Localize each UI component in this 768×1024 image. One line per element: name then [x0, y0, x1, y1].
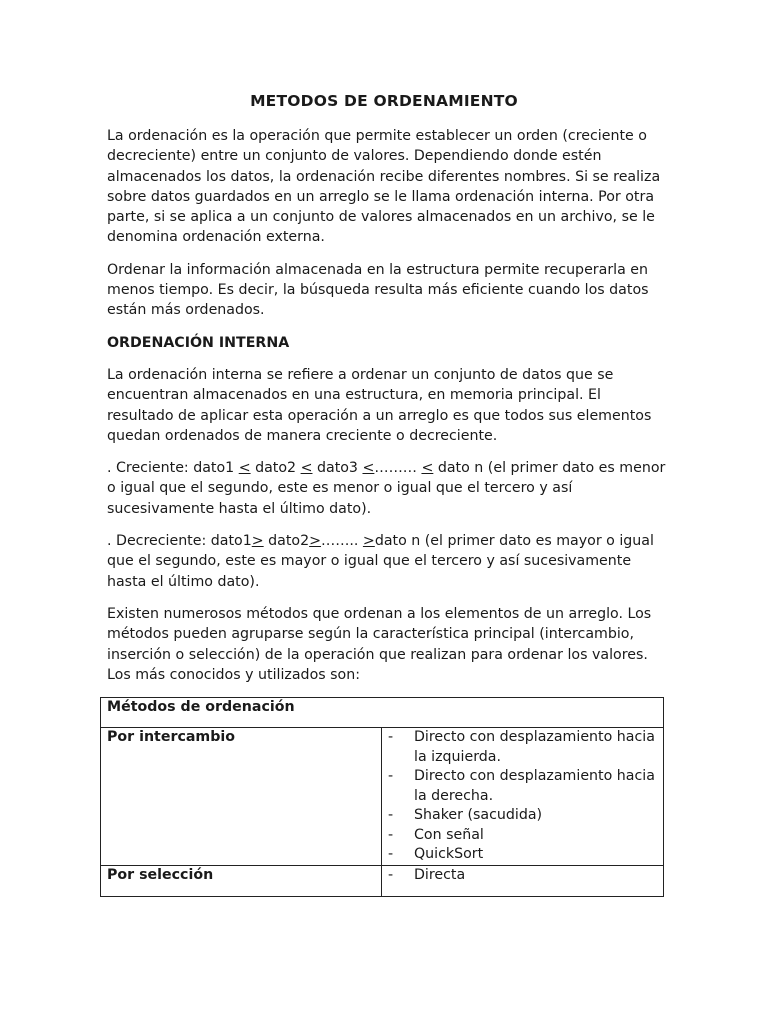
section-heading: ORDENACIÓN INTERNA: [107, 334, 290, 351]
list-item: [388, 826, 657, 846]
ascending-text: dato n (el primer dato es menor o igual que el segundo, este es menor o igual que el tercero y así sucesivamente hasta el último dato).: [107, 460, 666, 517]
paragraph-descending: [107, 531, 667, 592]
le-symbol: <: [421, 460, 434, 477]
dash-marker: -: [388, 846, 394, 862]
paragraph-methods-intro: Existen numerosos métodos que ordenan a los elementos de un arreglo. Los métodos pueden agruparse según la característica principal (intercambio, inserción o selección) de la operación que realizan para ordenar los valores. Los más conocidos y utilizados son:: [107, 605, 652, 683]
table-header: Métodos de ordenación: [101, 698, 664, 728]
descending-text: ……..: [321, 533, 363, 550]
dash-marker: -: [388, 826, 394, 843]
paragraph-benefits: Ordenar la información almacenada en la estructura permite recuperarla en menos tiempo. Es decir, la búsqueda resulta más eficiente cuando los datos están más ordenados.: [107, 261, 649, 319]
list-item: [388, 767, 657, 806]
list-item: [388, 728, 657, 767]
ge-symbol: >: [251, 533, 264, 550]
row-items: [382, 865, 664, 896]
paragraph-internal-sort: La ordenación interna se refiere a ordenar un conjunto de datos que se encuentran almacenados en una estructura, en memoria principal. El resultado de aplicar esta operación a un arreglo es que todos sus elementos quedan ordenados de manera creciente o decreciente.: [107, 366, 652, 444]
ascending-text: ………: [374, 460, 422, 477]
ascending-text: . Creciente: dato1: [107, 460, 239, 477]
descending-text: dato n (el primer dato es mayor o igual que el segundo, este es mayor o igual que el tercero y así sucesivamente hasta el último dato).: [107, 533, 654, 590]
ascending-text: dato2: [250, 460, 301, 477]
list-item-text: Directo con desplazamiento hacia la derecha.: [414, 768, 655, 804]
ge-symbol: >: [309, 533, 322, 550]
list-item-text: Directo con desplazamiento hacia la izquierda.: [414, 729, 655, 765]
list-item: [388, 806, 657, 826]
row-items: [382, 728, 664, 866]
dash-marker: -: [388, 768, 394, 784]
methods-table: [100, 697, 664, 897]
list-item-text: Directa: [414, 866, 466, 883]
method-list: [388, 866, 657, 886]
le-symbol: <: [362, 460, 375, 477]
table-header-row: [101, 698, 664, 728]
descending-text: . Decreciente: dato1: [107, 533, 252, 550]
ascending-text: dato3: [312, 460, 363, 477]
paragraph-ascending: [107, 458, 667, 519]
ge-symbol: >: [362, 533, 375, 550]
le-symbol: <: [300, 460, 313, 477]
list-item: [388, 845, 657, 865]
method-list: [388, 728, 657, 865]
row-label: Por selección: [101, 865, 382, 896]
document-body: [107, 126, 667, 697]
list-item-text: QuickSort: [414, 846, 484, 862]
table-row: [101, 865, 664, 896]
paragraph-intro: La ordenación es la operación que permite establecer un orden (creciente o decreciente) entre un conjunto de valores. Dependiendo donde estén almacenados los datos, la ordenación recibe diferentes nombres. Si se realiza sobre datos guardados en un arreglo se le llama ordenación interna. Por otra parte, si se aplica a un conjunto de valores almacenados en un archivo, se le denomina ordenación externa.: [107, 128, 661, 246]
dash-marker: -: [388, 729, 394, 745]
document-title: METODOS DE ORDENAMIENTO: [250, 92, 518, 110]
list-item-text: Shaker (sacudida): [414, 807, 543, 823]
list-item-text: Con señal: [414, 826, 484, 843]
dash-marker: -: [388, 866, 394, 883]
row-label: Por intercambio: [101, 728, 382, 866]
table-row: [101, 728, 664, 866]
descending-text: dato2: [263, 533, 310, 550]
dash-marker: -: [388, 807, 394, 823]
le-symbol: <: [238, 460, 251, 477]
list-item: [388, 866, 657, 886]
